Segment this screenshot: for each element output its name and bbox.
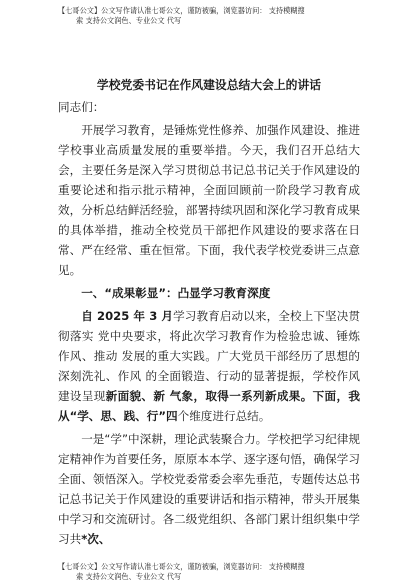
section-heading-1: 一、“成果彰显”：凸显学习教育深度 (81, 286, 271, 300)
paragraph-study-body: 一是“学”中深耕，理论武装聚合力。学校把学习纪律规定精神作为首要任务，原原本本学、逐字逐句悟，确保学习全面、领悟深入。学校党委常委会率先垂范，专题传达总书记总书记关于作风建设的重要讲话和指示精神，带头开展集中学习和交流研讨。各二级党组织、各部门累计组织集中学习共 (58, 432, 360, 546)
paragraph-study (58, 429, 360, 549)
document-body (58, 76, 360, 549)
paragraph-body: 学习教育启动以来，全校上下坚决贯彻落实 党中央要求，将此次学习教育作为检验忠诚、锤炼作风、推动 发展的重大实践。广大党员干部经历了思想的深刻洗礼、作风 的全面锻造、行动的显著提振，学校作风建设呈现 (58, 309, 360, 403)
banner-line-1: 【七哥公文】公文写作请认准七哥公文，谨防被骗，浏览器访问： 支持模糊搜 (58, 6, 305, 15)
header-watermark-banner (58, 6, 358, 26)
footer-line-2: 索 支持公文润色、专业公文 代写 (76, 572, 182, 581)
salutation: 同志们： (58, 100, 105, 114)
banner-line-2: 索 支持公文润色、专业公文 代写 (76, 16, 182, 25)
footer-watermark-banner (58, 562, 358, 582)
paragraph-study-end: *次、 (81, 532, 111, 546)
paragraph-lead-date: 自 2025 年 3 月 (81, 309, 174, 323)
paragraph-intro: 开展学习教育，是锤炼党性修养、加强作风建设、推进学校事业高质量发展的重要举措。今天，我们召开总结大会，主要任务是深入学习贯彻总书记总书记关于作风建设的重要论述和指示批示精神，全面回顾前一阶段学习教育成效，分析总结鲜活经验，部署持续巩固和深化学习教育成果的具体举措，推动全校党员干部把作风建设的要求落在日常、严在经常、重在恒常。下面，我代表学校党委讲三点意见。 (58, 123, 360, 277)
footer-line-1: 【七哥公文】公文写作请认准七哥公文，谨防被骗，浏览器访问： 支持模糊搜 (58, 562, 305, 571)
paragraph-bold-tail: 新面貌、新 气象，取得一系列新成果。下面，我从“学、思、践、行”四 (58, 389, 360, 423)
document-title: 学校党委书记在作风建设总结大会上的讲话 (96, 78, 322, 92)
paragraph-end: 个维度进行总结。 (177, 409, 271, 423)
paragraph-achievements (58, 306, 360, 426)
